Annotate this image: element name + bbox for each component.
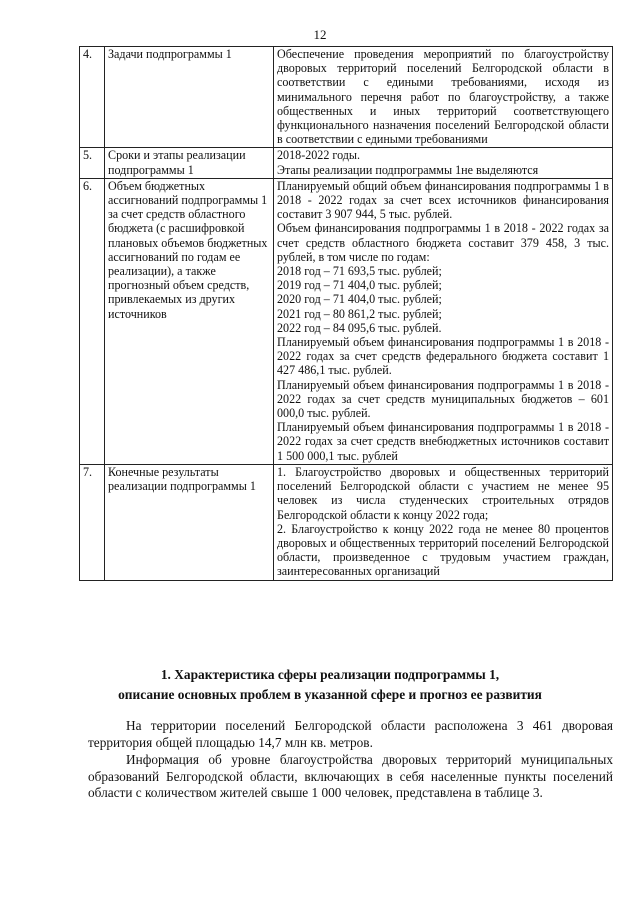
row-number: 4. <box>80 47 105 148</box>
value-line: Планируемый объем финансирования подпрограммы 1 в 2018 - 2022 годах за счет средств федерального бюджета составит 1 427 486,1 тыс. рублей. <box>277 335 609 378</box>
value-line: Планируемый общий объем финансирования подпрограммы 1 в 2018 - 2022 годах за счет всех источников финансирования составит 3 907 944, 5 тыс. рублей. <box>277 178 609 222</box>
value-line: Планируемый объем финансирования подпрограммы 1 в 2018 - 2022 годах за счет средств внебюджетных источников составит 1 500 000,1 тыс. рублей <box>277 420 609 463</box>
row-value <box>274 178 613 464</box>
value-line: 1. Благоустройство дворовых и общественных территорий поселений Белгородской области с участием не менее 95 человек из числа студенческих строительных отрядов Белгородской области к концу 2022 года; <box>277 464 609 522</box>
table-row <box>80 148 613 178</box>
table-row <box>80 464 613 580</box>
row-number: 6. <box>80 178 105 464</box>
row-number: 5. <box>80 148 105 178</box>
value-line: Объем финансирования подпрограммы 1 в 2018 - 2022 годах за счет средств областного бюджета составит 379 458, 3 тыс. рублей, в том числе по годам: <box>277 221 609 264</box>
section-heading <box>60 665 600 705</box>
value-line: 2022 год – 84 095,6 тыс. рублей. <box>277 320 442 335</box>
value-line: Этапы реализации подпрограммы 1не выделяются <box>277 162 539 177</box>
table-row <box>80 47 613 148</box>
section-heading-line: описание основных проблем в указанной сфере и прогноз ее развития <box>118 687 542 702</box>
subprogram-passport-table <box>79 46 613 581</box>
row-value <box>274 148 613 178</box>
value-line: 2018-2022 годы. <box>277 148 361 163</box>
row-label: Конечные результаты реализации подпрограммы 1 <box>105 464 274 580</box>
paragraph-text: На территории поселений Белгородской области расположена 3 461 дворовая территория общей площадью 14,7 млн кв. метров. <box>88 718 613 750</box>
row-number: 7. <box>80 464 105 580</box>
page-number: 12 <box>313 27 327 42</box>
row-value <box>274 464 613 580</box>
table-row <box>80 178 613 464</box>
value-line: 2020 год – 71 404,0 тыс. рублей; <box>277 292 442 307</box>
paragraph-text: Информация об уровне благоустройства дворовых территорий муниципальных образований Белгородской области, включающих в себя населенные пункты поселений области с количеством жителей свыше 1 000 человек, представлена в таблице 3. <box>88 752 613 800</box>
value-line: 2. Благоустройство к концу 2022 года не менее 80 процентов дворовых и общественных территорий поселений Белгородской области, произведенное с трудовым участием граждан, заинтересованных организаций <box>277 521 609 579</box>
value-line: 2019 год – 71 404,0 тыс. рублей; <box>277 278 442 293</box>
row-label: Сроки и этапы реализации подпрограммы 1 <box>105 148 274 178</box>
value-line: Обеспечение проведения мероприятий по благоустройству дворовых территорий поселений Белгородской области в соответствии с едиными требованиями, исходя из минимального перечня работ по благоустройству, а также общественных и иных территорий соответствующего функционального назначения поселений Белгородской области в соответствии с едиными требованиями <box>277 47 609 147</box>
value-line: 2018 год – 71 693,5 тыс. рублей; <box>277 264 442 279</box>
row-value <box>274 47 613 148</box>
body-paragraph <box>88 718 613 751</box>
row-label: Объем бюджетных ассигнований подпрограммы 1 за счет средств областного бюджета (с расшифровкой плановых объемов бюджетных ассигнований по годам ее реализации), а также прогнозный объем средств, привлекаемых из других источников <box>105 178 274 464</box>
section-heading-line: 1. Характеристика сферы реализации подпрограммы 1, <box>160 667 500 682</box>
body-paragraph <box>88 752 613 802</box>
row-label: Задачи подпрограммы 1 <box>105 47 274 148</box>
value-line: 2021 год – 80 861,2 тыс. рублей; <box>277 306 442 321</box>
value-line: Планируемый объем финансирования подпрограммы 1 в 2018 - 2022 годах за счет средств муниципальных бюджетов – 601 000,0 тыс. рублей. <box>277 377 609 421</box>
